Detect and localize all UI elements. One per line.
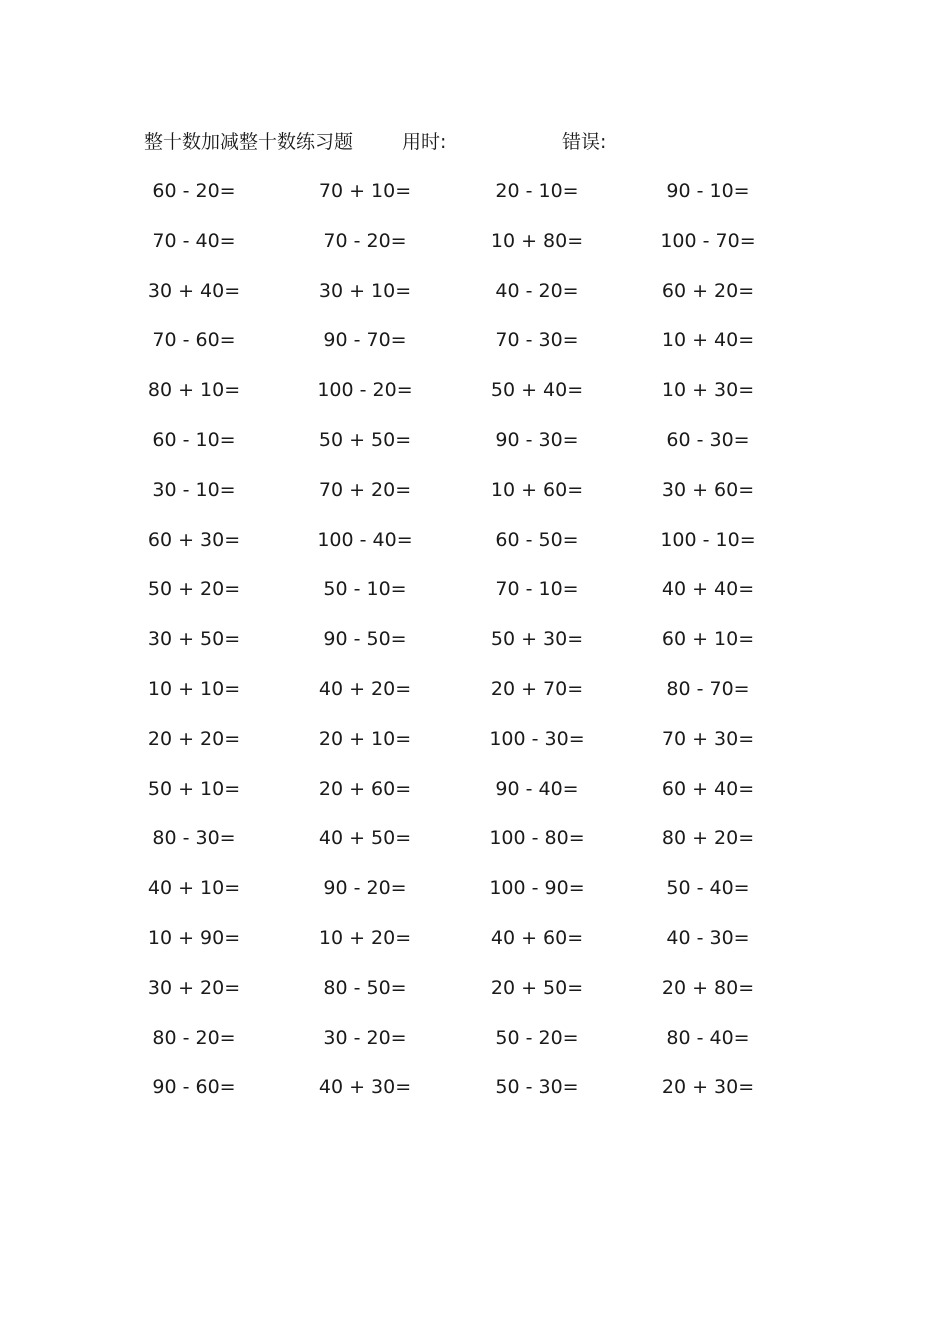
problem-cell: 50 + 40=: [490, 379, 584, 402]
problem-cell: 80 - 70=: [666, 677, 750, 700]
problem-cell: 60 - 30=: [666, 428, 750, 451]
problem-row: [0, 724, 950, 774]
problem-cell: 100 - 40=: [317, 528, 413, 551]
problem-cell: 40 + 20=: [318, 677, 412, 700]
problem-cell: 90 - 10=: [666, 180, 750, 202]
worksheet-header: [0, 128, 950, 156]
problem-cell: 20 - 10=: [495, 180, 579, 202]
problem-row: [0, 873, 950, 923]
problem-cell: 80 + 20=: [661, 827, 755, 850]
problem-cell: 100 - 70=: [660, 229, 756, 252]
problem-cell: 60 + 40=: [661, 777, 755, 800]
problem-cell: 10 + 10=: [147, 677, 241, 700]
problem-cell: 70 + 30=: [661, 727, 755, 750]
problem-cell: 60 - 10=: [152, 428, 236, 451]
problem-cell: 70 + 10=: [318, 180, 412, 202]
problem-cell: 90 - 30=: [495, 428, 579, 451]
problem-cell: 60 + 10=: [661, 628, 755, 651]
problem-cell: 70 - 30=: [495, 329, 579, 352]
problem-row: [0, 226, 950, 276]
problem-cell: 30 + 20=: [147, 976, 241, 999]
problem-cell: 100 - 20=: [317, 379, 413, 402]
problem-cell: 60 + 20=: [661, 279, 755, 302]
time-label: 用时:: [402, 131, 447, 153]
problem-cell: 50 - 40=: [666, 877, 750, 900]
problem-cell: 80 - 30=: [152, 827, 236, 850]
problem-cell: 80 - 40=: [666, 1026, 750, 1049]
worksheet-title: 整十数加减整十数练习题: [144, 131, 354, 153]
problem-cell: 90 - 40=: [495, 777, 579, 800]
problem-cell: 20 + 70=: [490, 677, 584, 700]
problem-cell: 10 + 40=: [661, 329, 755, 352]
problem-cell: 20 + 30=: [661, 1076, 755, 1099]
problem-cell: 60 - 20=: [152, 180, 236, 202]
problem-cell: 80 + 10=: [147, 379, 241, 402]
problem-grid: [0, 176, 950, 1122]
problem-row: [0, 1072, 950, 1122]
problem-row: [0, 325, 950, 375]
problem-row: [0, 973, 950, 1023]
problem-row: [0, 774, 950, 824]
problem-cell: 40 + 60=: [490, 926, 584, 949]
problem-cell: 20 + 10=: [318, 727, 412, 750]
problem-cell: 10 + 90=: [147, 926, 241, 949]
problem-cell: 50 + 50=: [318, 428, 412, 451]
problem-cell: 30 - 10=: [152, 478, 236, 501]
problem-cell: 70 + 20=: [318, 478, 412, 501]
problem-row: [0, 923, 950, 973]
problem-cell: 50 + 30=: [490, 628, 584, 651]
problem-cell: 100 - 90=: [489, 877, 585, 900]
problem-cell: 90 - 20=: [323, 877, 407, 900]
problem-cell: 10 + 60=: [490, 478, 584, 501]
problem-cell: 10 + 20=: [318, 926, 412, 949]
problem-cell: 90 - 70=: [323, 329, 407, 352]
problem-cell: 10 + 80=: [490, 229, 584, 252]
problem-row: [0, 276, 950, 326]
problem-cell: 50 + 20=: [147, 578, 241, 601]
problem-row: [0, 1023, 950, 1073]
problem-cell: 20 + 50=: [490, 976, 584, 999]
problem-cell: 40 + 30=: [318, 1076, 412, 1099]
problem-cell: 40 - 20=: [495, 279, 579, 302]
problem-cell: 40 + 10=: [147, 877, 241, 900]
problem-cell: 50 - 10=: [323, 578, 407, 601]
problem-row: [0, 624, 950, 674]
problem-row: [0, 674, 950, 724]
problem-row: [0, 475, 950, 525]
problem-cell: 70 - 20=: [323, 229, 407, 252]
problem-cell: 80 - 20=: [152, 1026, 236, 1049]
problem-cell: 90 - 60=: [152, 1076, 236, 1099]
problem-cell: 60 + 30=: [147, 528, 241, 551]
problem-row: [0, 525, 950, 575]
problem-cell: 30 + 60=: [661, 478, 755, 501]
problem-cell: 100 - 80=: [489, 827, 585, 850]
problem-cell: 90 - 50=: [323, 628, 407, 651]
problem-cell: 50 - 30=: [495, 1076, 579, 1099]
problem-cell: 30 - 20=: [323, 1026, 407, 1049]
problem-cell: 50 + 10=: [147, 777, 241, 800]
problem-row: [0, 823, 950, 873]
problem-cell: 20 + 60=: [318, 777, 412, 800]
problem-cell: 80 - 50=: [323, 976, 407, 999]
problem-cell: 40 + 50=: [318, 827, 412, 850]
problem-row: [0, 425, 950, 475]
problem-cell: 20 + 20=: [147, 727, 241, 750]
problem-row: [0, 176, 950, 226]
problem-cell: 50 - 20=: [495, 1026, 579, 1049]
problem-cell: 70 - 60=: [152, 329, 236, 352]
problem-row: [0, 574, 950, 624]
problem-cell: 100 - 30=: [489, 727, 585, 750]
problem-cell: 20 + 80=: [661, 976, 755, 999]
problem-cell: 30 + 50=: [147, 628, 241, 651]
problem-cell: 70 - 10=: [495, 578, 579, 601]
problem-row: [0, 375, 950, 425]
problem-cell: 60 - 50=: [495, 528, 579, 551]
problem-cell: 40 - 30=: [666, 926, 750, 949]
problem-cell: 100 - 10=: [660, 528, 756, 551]
problem-cell: 10 + 30=: [661, 379, 755, 402]
problem-cell: 40 + 40=: [661, 578, 755, 601]
problem-cell: 70 - 40=: [152, 229, 236, 252]
error-label: 错误:: [562, 131, 607, 153]
problem-cell: 30 + 10=: [318, 279, 412, 302]
problem-cell: 30 + 40=: [147, 279, 241, 302]
